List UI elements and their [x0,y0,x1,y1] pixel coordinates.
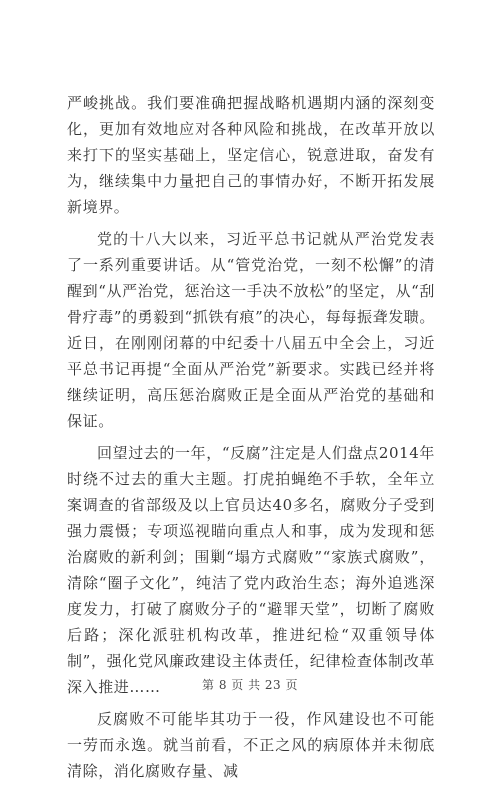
page-footer: 第 8 页 共 23 页 [202,678,298,692]
paragraph-continuation: 严峻挑战。我们要准确把握战略机遇期内涵的深刻变化，更加有效地应对各种风险和挑战，在改革开放以来打下的坚实基础上，坚定信心，锐意进取，奋发有为，继续集中力量把自己的事情办好，不断开拓发展新境界。 [67,94,435,216]
paragraph-ongoing-effort: 反腐败不可能毕其功于一役，作风建设也不可能一劳而永逸。就当前看，不正之风的病原体并未彻底清除，消化腐败存量、减 [67,710,435,780]
paragraph-party-discipline: 党的十八大以来，习近平总书记就从严治党发表了一系列重要讲话。从“管党治党，一刻不松懈”的清醒到“从严治党，惩治这一手决不放松”的坚定，从“刮骨疗毒”的勇毅到“抓铁有痕”的决心，每每振聋发聩。近日，在刚刚闭幕的中纪委十八届五中全会上，习近平总书记再提“全面从严治党”新要求。实践已经并将继续证明，高压惩治腐败正是全面从严治党的基础和保证。 [67,230,436,430]
paragraph-anti-corruption-review: 回望过去的一年，“反腐”注定是人们盘点2014年时绕不过去的重大主题。打虎拍蝇绝不手软，全年立案调查的省部级及以上官员达40多名，腐败分子受到强力震慑；专项巡视瞄向重点人和事，成为发现和惩治腐败的新利剑；围剿“塌方式腐败”“家族式腐败”，清除“圈子文化”，纯洁了党内政治生态；海外追逃深度发力，打破了腐败分子的“避罪天堂”，切断了腐败后路；深化派驻机构改革，推进纪检“双重领导体制”，强化党风廉政建设主体责任，纪律检查体制改革深入推进…… [67,444,435,696]
